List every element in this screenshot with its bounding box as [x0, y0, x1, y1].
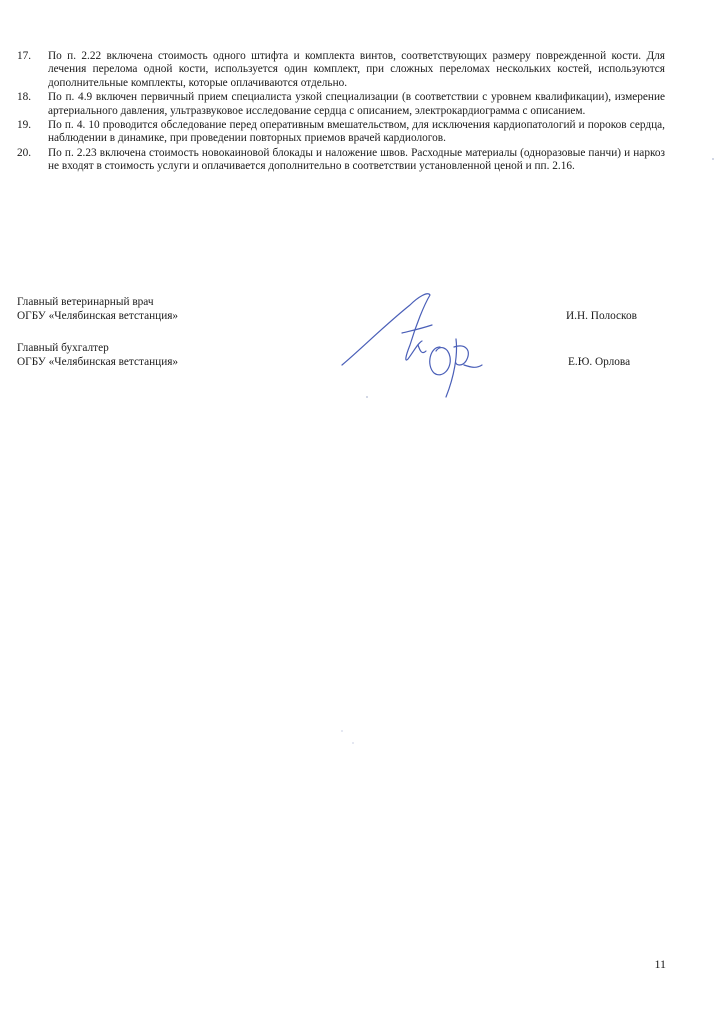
item-number: 20. [17, 146, 32, 159]
list-item [17, 91, 665, 118]
handwritten-signatures [340, 285, 490, 405]
item-text: По п. 4. 10 проводится обследование перед оперативным вмешательством, для исключения кардиопатологий и пороков сердца, наблюдении в динамике, при проведении повторных приемов врачей кардиологов. [48, 119, 665, 145]
list-item [17, 147, 665, 174]
accountant-title: Главный бухгалтер [17, 342, 109, 354]
vet-name: И.Н. Полосков [566, 310, 637, 322]
vet-title: Главный ветеринарный врач [17, 296, 154, 308]
scan-speck [341, 730, 343, 732]
list-item [17, 119, 665, 146]
notes-list [17, 50, 665, 175]
vet-org: ОГБУ «Челябинская ветстанция» [17, 310, 179, 322]
scan-speck [712, 158, 714, 160]
item-text: По п. 2.23 включена стоимость новокаиновой блокады и наложение швов. Расходные материалы (одноразовые панчи) и наркоз не входят в стоимость услуги и оплачивается дополнительно в соответствии установленной ценой и пп. 2.16. [48, 146, 665, 173]
page-number: 11 [654, 957, 666, 971]
scan-speck [366, 396, 368, 398]
accountant-name: Е.Ю. Орлова [568, 356, 631, 368]
item-text: По п. 2.22 включена стоимость одного штифта и комплекта винтов, соответствующих размеру поврежденной кости. Для лечения перелома одной кости, используется один комплект, при сложных переломах нескольких костей, используются дополнительные комплекты, которые оплачиваются отдельно. [48, 50, 665, 89]
scan-speck [352, 742, 354, 744]
item-number: 18. [17, 91, 32, 104]
item-number: 17. [17, 50, 32, 62]
list-item [17, 50, 665, 90]
item-text: По п. 4.9 включен первичный прием специалиста узкой специализации (в соответствии с уровнем квалификации), измерение артериального давления, ультразвуковое исследование сердца с описанием, электрокардиограмма с описанием. [48, 91, 665, 117]
item-number: 19. [17, 119, 32, 132]
accountant-org: ОГБУ «Челябинская ветстанция» [17, 356, 179, 368]
